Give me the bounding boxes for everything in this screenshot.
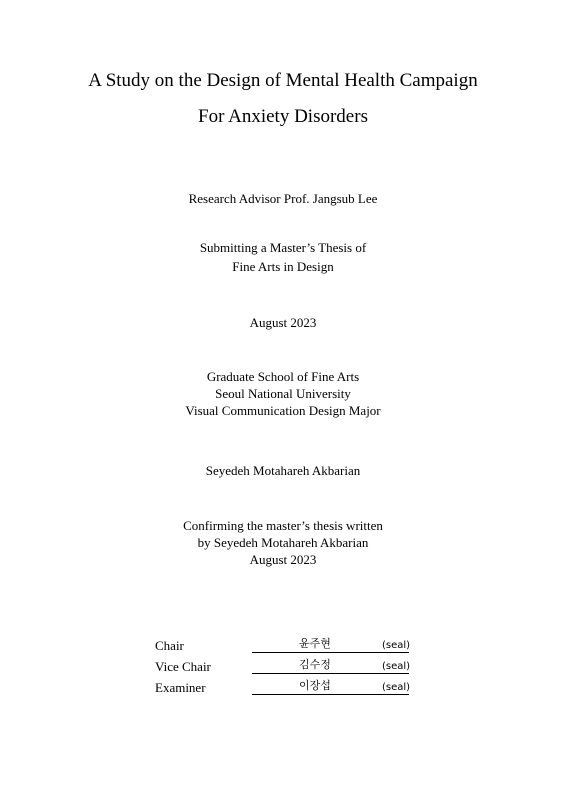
major-name: Visual Communication Design Major: [185, 403, 381, 418]
research-advisor: Research Advisor Prof. Jangsub Lee: [188, 191, 378, 206]
confirmation-line-1: Confirming the master’s thesis written: [183, 518, 383, 533]
submission-line-2: Fine Arts in Design: [232, 259, 334, 274]
committee-member-name: 김수정: [299, 658, 331, 671]
committee-role: Examiner: [155, 680, 206, 695]
committee-role: Chair: [155, 638, 184, 653]
thesis-title-line-2: For Anxiety Disorders: [198, 106, 368, 127]
seal-mark: (seal): [382, 640, 411, 651]
thesis-title-line-1: A Study on the Design of Mental Health Campaign: [88, 70, 478, 91]
submission-line-1: Submitting a Master’s Thesis of: [199, 240, 367, 255]
committee-role: Vice Chair: [155, 659, 211, 674]
author-name: Seyedeh Motahareh Akbarian: [205, 463, 361, 478]
confirmation-date: August 2023: [249, 552, 317, 567]
committee-member-name: 이장섭: [299, 679, 331, 692]
submission-date: August 2023: [249, 315, 317, 330]
seal-mark: (seal): [382, 661, 411, 672]
confirmation-line-2: by Seyedeh Motahareh Akbarian: [197, 535, 369, 550]
seal-mark: (seal): [382, 682, 411, 693]
committee-member-name: 윤주현: [299, 637, 331, 650]
graduate-school: Graduate School of Fine Arts: [206, 369, 360, 384]
university-name: Seoul National University: [215, 386, 351, 401]
